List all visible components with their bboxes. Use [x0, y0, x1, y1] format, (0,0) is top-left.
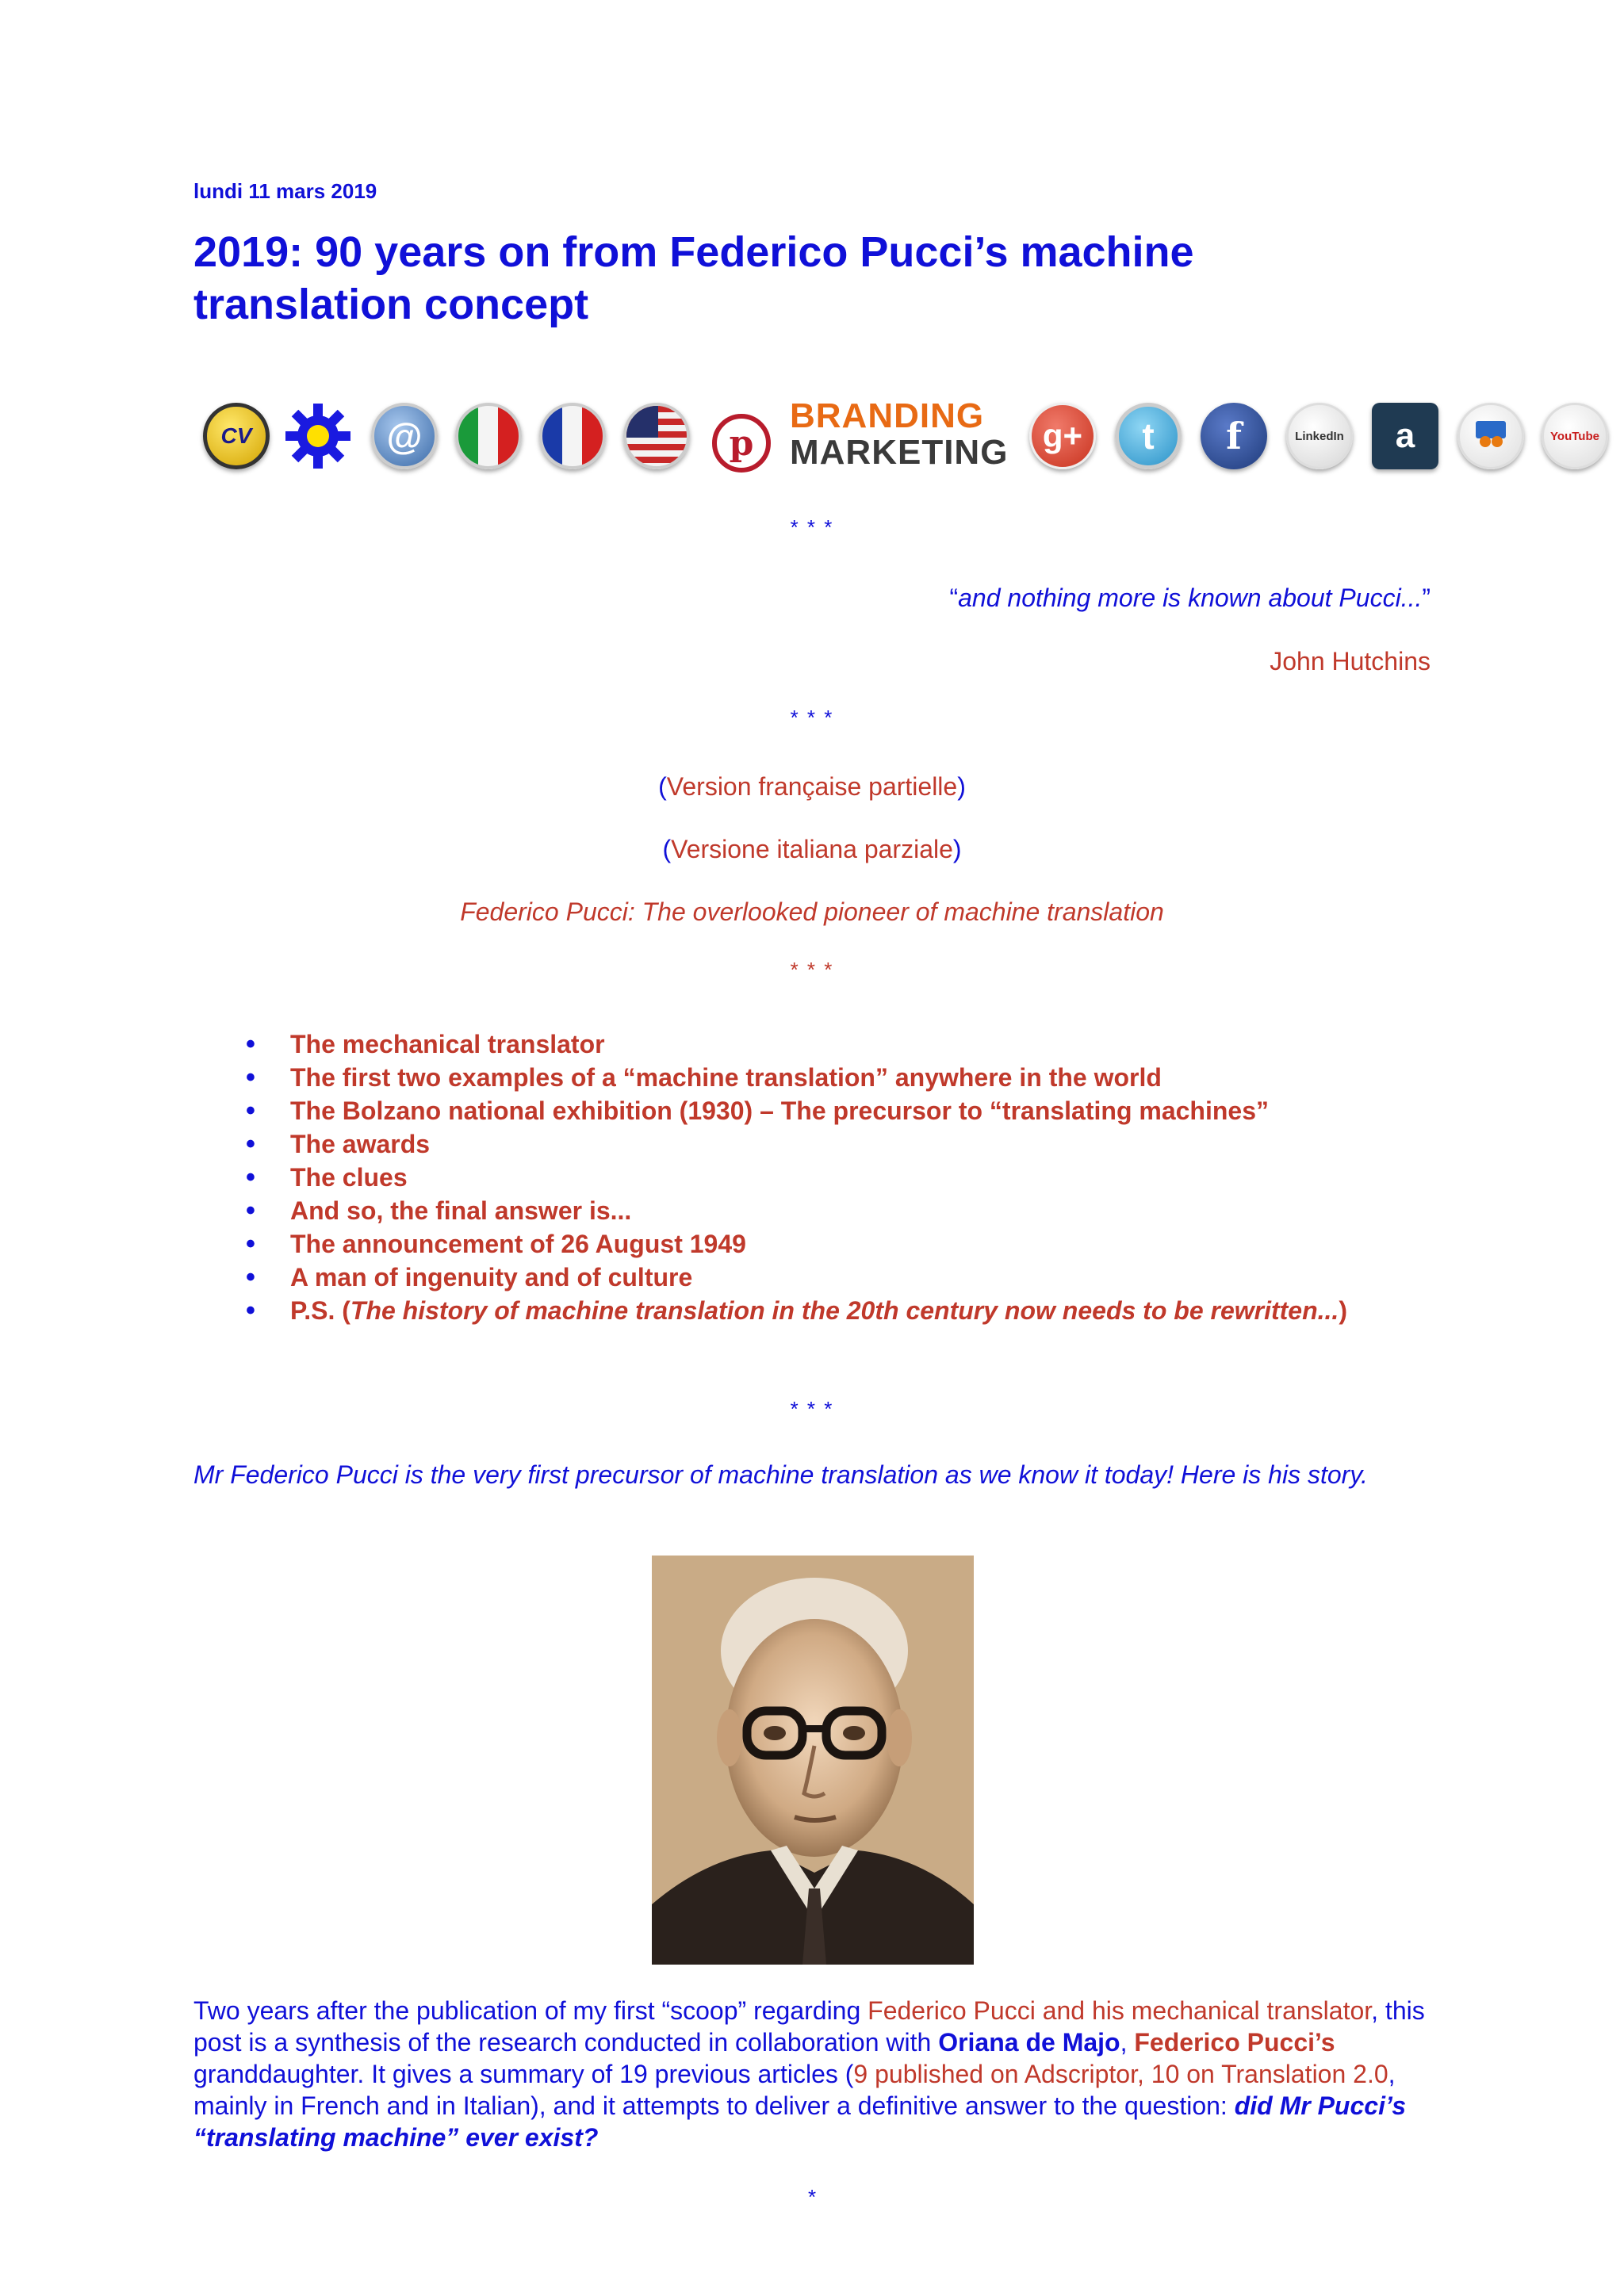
- toc-item[interactable]: • The announcement of 26 August 1949: [246, 1227, 1483, 1261]
- french-version-label[interactable]: Version française partielle: [666, 772, 958, 801]
- toc-item[interactable]: • A man of ingenuity and of culture: [246, 1261, 1483, 1294]
- youtube-icon[interactable]: YouTube: [1542, 403, 1608, 469]
- quote-close-mark: ”: [1422, 584, 1431, 612]
- oriana-name: Oriana de Majo: [938, 2028, 1120, 2057]
- end-separator: *: [807, 2185, 817, 2209]
- paren-close: ): [957, 772, 966, 801]
- branding-text: BRANDING: [790, 396, 985, 435]
- quote-text: [193, 584, 1431, 613]
- cv-icon[interactable]: CV: [203, 403, 270, 469]
- france-flag-icon[interactable]: [539, 403, 606, 469]
- pinterest-icon[interactable]: p: [712, 414, 771, 473]
- ps-suffix: ): [1339, 1296, 1347, 1325]
- pucci-name: Federico Pucci’s: [1134, 2028, 1335, 2057]
- intro-text: Mr Federico Pucci is the very first precursor of machine translation as we know it today! Here is his story.: [193, 1460, 1368, 1489]
- separator: * * *: [790, 515, 834, 539]
- toc-item[interactable]: • The awards: [246, 1127, 1483, 1161]
- twitter-icon[interactable]: t: [1115, 403, 1182, 469]
- toc-item-ps[interactable]: [246, 1294, 1483, 1327]
- marketing-text: MARKETING: [790, 433, 1009, 472]
- separator: * * *: [790, 706, 834, 729]
- separator: * * *: [790, 958, 834, 982]
- pioneer-link[interactable]: Federico Pucci: The overlooked pioneer of machine translation: [460, 897, 1164, 926]
- italian-version-label[interactable]: Versione italiana parziale: [671, 835, 953, 863]
- usa-flag-canton: [626, 406, 658, 438]
- portrait-photo: [652, 1556, 974, 1965]
- quote-author[interactable]: John Hutchins: [1270, 647, 1431, 675]
- social-icon-bar: [203, 396, 1614, 482]
- para-text: granddaughter. It gives a summary of 19 previous articles (: [193, 2060, 854, 2088]
- previous-articles-link[interactable]: 9 published on Adscriptor, 10 on Translation 2.0: [853, 2060, 1388, 2088]
- separator: * * *: [790, 1397, 834, 1421]
- gear-icon[interactable]: [282, 400, 354, 472]
- french-version-link[interactable]: [0, 772, 1624, 802]
- pucci-translator-link[interactable]: Federico Pucci and his mechanical translator: [868, 1996, 1372, 2025]
- toc-item[interactable]: • And so, the final answer is...: [246, 1194, 1483, 1227]
- toc-item[interactable]: • The Bolzano national exhibition (1930) – The precursor to “translating machines”: [246, 1094, 1483, 1127]
- toc-item[interactable]: • The clues: [246, 1161, 1483, 1194]
- quote-body: and nothing more is known about Pucci...: [958, 584, 1423, 612]
- para-text: , this post is a synthesis of the research conducted in collaboration with: [193, 1996, 1425, 2057]
- para-text: , mainly in French and in Italian), and it attempts to deliver a definitive answer to the question:: [193, 2060, 1396, 2120]
- usa-flag-icon[interactable]: [623, 403, 690, 469]
- post-date: lundi 11 mars 2019: [193, 179, 377, 203]
- key-question: did Mr Pucci’s “translating machine” ever exist?: [193, 2091, 1407, 2152]
- para-text: Two years after the publication of my first “scoop” regarding: [193, 1996, 868, 2025]
- body-paragraph: [193, 1995, 1446, 2153]
- email-icon[interactable]: @: [371, 403, 438, 469]
- ps-prefix: P.S. (: [290, 1296, 350, 1325]
- paren-open: (: [662, 835, 672, 863]
- paren-close: ): [952, 835, 962, 863]
- google-plus-icon[interactable]: g+: [1029, 403, 1096, 469]
- linkedin-icon[interactable]: LinkedIn: [1286, 403, 1353, 469]
- quote-open-mark: “: [949, 584, 959, 612]
- para-text: ,: [1120, 2028, 1135, 2057]
- post-title[interactable]: 2019: 90 years on from Federico Pucci’s machine translation concept: [193, 228, 1194, 328]
- italian-version-link[interactable]: [0, 835, 1624, 864]
- table-of-contents: [246, 1027, 1483, 1327]
- amazon-icon[interactable]: a: [1372, 403, 1438, 469]
- toc-item[interactable]: • The mechanical translator: [246, 1027, 1483, 1061]
- branding-marketing-logo[interactable]: [790, 398, 1012, 471]
- ps-italic: The history of machine translation in the 20th century now needs to be rewritten...: [350, 1296, 1339, 1325]
- italy-flag-icon[interactable]: [455, 403, 522, 469]
- facebook-icon[interactable]: f: [1201, 403, 1267, 469]
- paren-open: (: [658, 772, 667, 801]
- toc-item[interactable]: • The first two examples of a “machine translation” anywhere in the world: [246, 1061, 1483, 1094]
- slideshare-icon[interactable]: [1457, 403, 1524, 469]
